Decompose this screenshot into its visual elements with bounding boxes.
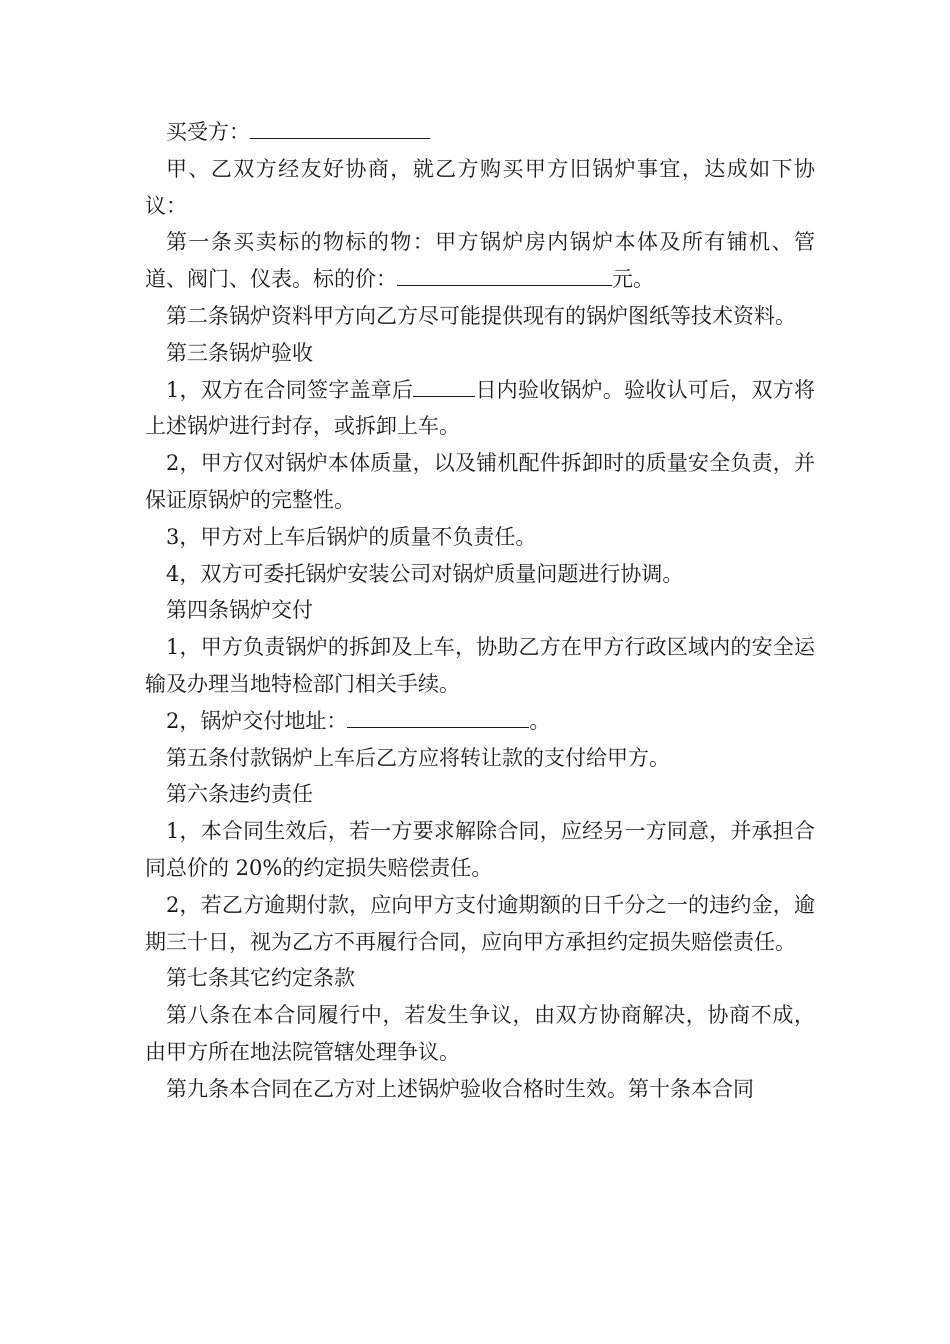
article-7: 第七条其它约定条款 bbox=[166, 966, 355, 991]
article-5: 第五条付款锅炉上车后乙方应将转让款的支付给甲方。 bbox=[166, 745, 670, 770]
article-6-item-1: 1，本合同生效后，若一方要求解除合同，应经另一方同意，并承担合同总价的 20%的约定损失赔偿责任。 bbox=[145, 819, 815, 880]
article-9: 第九条本合同在乙方对上述锅炉验收合格时生效。第十条本合同 bbox=[166, 1076, 754, 1101]
address-blank bbox=[347, 705, 529, 728]
buyer-label: 买受方： bbox=[166, 120, 250, 144]
article-6-item-2: 2，若乙方逾期付款，应向甲方支付逾期额的日千分之一的违约金，逾期三十日，视为乙方不再履行合同，应向甲方承担约定损失赔偿责任。 bbox=[145, 892, 815, 954]
article-3-item-4: 4，双方可委托锅炉安装公司对锅炉质量问题进行协调。 bbox=[166, 561, 684, 586]
article-3-title: 第三条锅炉验收 bbox=[166, 340, 313, 365]
article-3-item-1 bbox=[145, 372, 815, 446]
article-2: 第二条锅炉资料甲方向乙方尽可能提供现有的锅炉图纸等技术资料。 bbox=[166, 303, 796, 328]
article-4-title: 第四条锅炉交付 bbox=[166, 598, 313, 623]
buyer-line bbox=[145, 114, 815, 151]
delivery-address-label: 2，锅炉交付地址： bbox=[166, 708, 348, 733]
article-3-item-2: 2，甲方仅对锅炉本体质量，以及铺机配件拆卸时的质量安全负责，并保证原锅炉的完整性。 bbox=[145, 451, 815, 512]
article-4-item-1: 1，甲方负责锅炉的拆卸及上车，协助乙方在甲方行政区域内的安全运输及办理当地特检部门相关手续。 bbox=[145, 635, 815, 696]
address-end: 。 bbox=[529, 708, 551, 733]
article-6-title: 第六条违约责任 bbox=[166, 782, 313, 807]
intro-paragraph: 甲、乙双方经友好协商，就乙方购买甲方旧锅炉事宜，达成如下协议： bbox=[145, 156, 815, 218]
contract-body bbox=[145, 114, 815, 1108]
article-3-item-1-b: 日内验收锅炉。验收认可后，双方将上述锅炉进行封存，或拆卸上车。 bbox=[145, 377, 815, 439]
buyer-blank bbox=[250, 116, 430, 139]
article-3-item-1-a: 1，双方在合同签字盖章后 bbox=[166, 377, 414, 402]
article-3-item-3: 3，甲方对上车后锅炉的质量不负责任。 bbox=[166, 524, 537, 549]
price-blank bbox=[397, 263, 612, 286]
article-4-item-2 bbox=[145, 703, 815, 740]
article-1-unit: 元。 bbox=[612, 267, 654, 292]
article-1 bbox=[145, 224, 815, 298]
days-blank bbox=[413, 374, 475, 397]
article-8: 第八条在本合同履行中，若发生争议，由双方协商解决，协商不成，由甲方所在地法院管辖处理争议。 bbox=[145, 1003, 815, 1064]
article-1-text: 第一条买卖标的物标的物：甲方锅炉房内锅炉本体及所有铺机、管道、阀门、仪表。标的价： bbox=[145, 230, 815, 292]
